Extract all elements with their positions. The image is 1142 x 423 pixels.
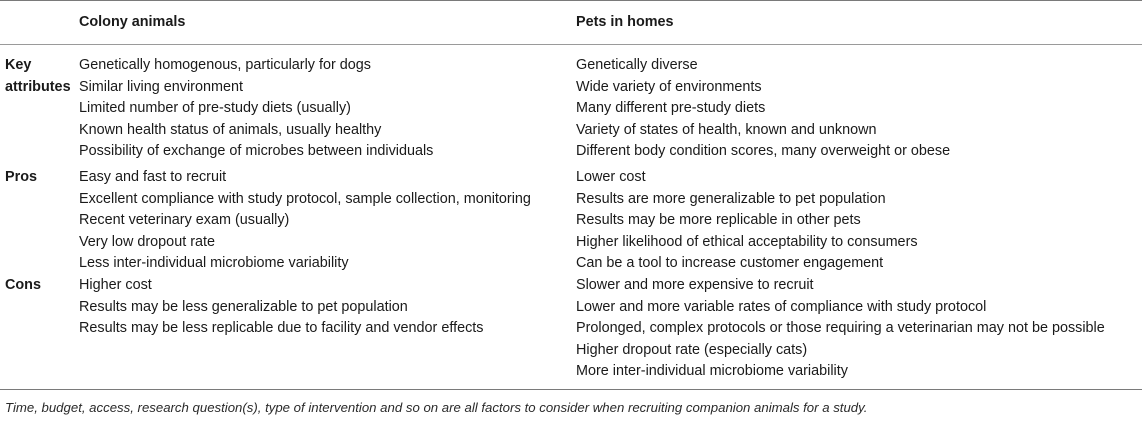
row-label-line: Cons [5, 277, 41, 293]
list-item: Lower and more variable rates of compliance with study protocol [576, 298, 987, 315]
row-label-line: Pros [5, 169, 37, 185]
list-item: Possibility of exchange of microbes between individuals [79, 143, 434, 159]
colony-list-cons [79, 275, 483, 340]
list-item: Similar living environment [79, 78, 243, 95]
list-item: Lower cost [576, 169, 646, 185]
row-label-line: Key [5, 57, 32, 73]
list-item: Excellent compliance with study protocol, sample collection, monitoring [79, 190, 531, 207]
row-label-pros [5, 167, 37, 189]
pets-list-key-attributes [576, 55, 950, 163]
list-item: Higher likelihood of ethical acceptability to consumers [576, 233, 918, 250]
list-item: Wide variety of environments [576, 78, 762, 95]
list-item: Limited number of pre-study diets (usually) [79, 100, 351, 116]
list-item: Very low dropout rate [79, 233, 215, 250]
list-item: Results may be less replicable due to facility and vendor effects [79, 320, 484, 336]
list-item: Many different pre-study diets [576, 100, 766, 116]
pets-list-cons [576, 275, 1105, 383]
table-bottom-rule [0, 389, 1142, 390]
list-item: Recent veterinary exam (usually) [79, 212, 290, 228]
list-item: More inter-individual microbiome variability [576, 363, 848, 379]
table-footnote: Time, budget, access, research question(s), type of intervention and so on are all factors to consider when recruiting companion animals for a study. [5, 400, 868, 415]
list-item: Results are more generalizable to pet population [576, 190, 886, 207]
list-item: Known health status of animals, usually healthy [79, 121, 382, 138]
row-label-cons [5, 275, 41, 297]
colony-list-key-attributes [79, 55, 433, 163]
header-pets-in-homes: Pets in homes [576, 14, 674, 30]
list-item: Slower and more expensive to recruit [576, 277, 814, 293]
pets-list-pros [576, 167, 918, 275]
list-item: Genetically homogenous, particularly for dogs [79, 57, 371, 73]
list-item: Results may be less generalizable to pet population [79, 298, 408, 315]
list-item: Genetically diverse [576, 57, 698, 73]
table-header-rule [0, 44, 1142, 45]
list-item: Results may be more replicable in other pets [576, 212, 861, 228]
list-item: Easy and fast to recruit [79, 169, 227, 185]
row-label-key-attributes [5, 55, 71, 98]
table-top-rule [0, 0, 1142, 1]
list-item: Can be a tool to increase customer engagement [576, 255, 884, 271]
colony-list-pros [79, 167, 531, 275]
list-item: Higher dropout rate (especially cats) [576, 341, 808, 358]
list-item: Different body condition scores, many overweight or obese [576, 143, 951, 159]
list-item: Variety of states of health, known and unknown [576, 121, 877, 138]
header-colony-animals: Colony animals [79, 14, 186, 30]
row-label-line: attributes [5, 78, 71, 95]
list-item: Higher cost [79, 277, 152, 293]
list-item: Prolonged, complex protocols or those requiring a veterinarian may not be possible [576, 320, 1105, 336]
list-item: Less inter-individual microbiome variability [79, 255, 349, 271]
